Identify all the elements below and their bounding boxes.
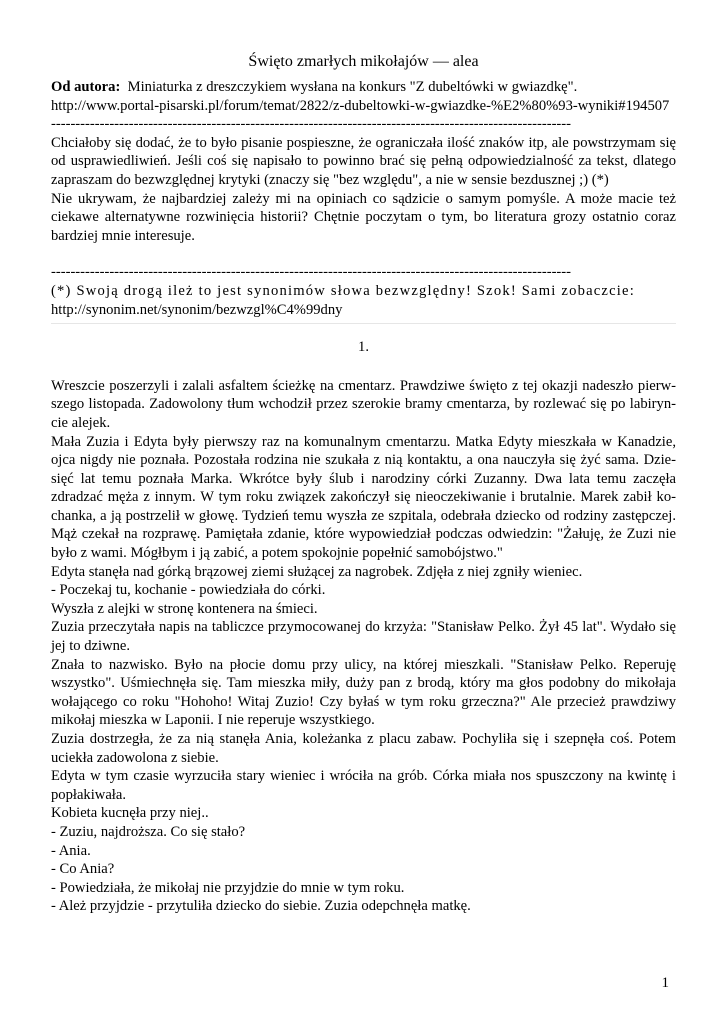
- contest-url[interactable]: http://www.portal-pisarski.pl/forum/temat/2822/z-dubeltowki-w-gwiazdke-%E2%80%93-wyniki#194507: [51, 97, 670, 114]
- author-label: Od autora:: [51, 79, 121, 95]
- dialogue-line: - Ależ przyjdzie - przytuliła dziecko do siebie. Zuzia odepchnęła matkę.: [51, 898, 471, 915]
- section-rule: [51, 323, 676, 324]
- footnote: (*) Swoją drogą ileż to jest synonimów słowa bezwzględny! Szok! Sami zobaczcie:: [51, 282, 635, 299]
- divider-bottom: -----------------------------------------------------------------------------------------------------------: [51, 264, 572, 281]
- dialogue-line: - Ania.: [51, 842, 91, 859]
- footnote-url[interactable]: http://synonim.net/synonim/bezwzgl%C4%99dny: [51, 301, 343, 318]
- story-paragraph: Znała to nazwisko. Było na płocie domu przy ulicy, na której mieszkali. "Stanisław Pelko. Reperuję wszystko". Uśmiechnęła się. Tam mieszka miły, duży pan z brodą, który ma głos podobny do mikołaja wołającego co roku "Hohoho! Witaj Zuzio! Czy byłaś w tym roku grzeczna?" Ale przecież prawdziwy mikołaj mieszka w Laponii. I nie reperuje wszystkiego.: [51, 656, 676, 729]
- story-paragraph: Mała Zuzia i Edyta były pierwszy raz na komunalnym cmentarzu. Matka Edyty mieszkała w Kanadzie, ojca nigdy nie poznała. Pozostała rodzina nie szukała z nią kontaktu, a ona nauczyła się żyć sama. Dziesięć lat temu poznała Marka. Wkrótce były ślub i narodziny córki Zuzanny. Dwa lata temu zaczęła zdradzać męża z innym. W tym roku związek zakończył się nieoczekiwanie i brutalnie. Marek zabił kochanka, a ją postrzelił w głowę. Tydzień temu wyszła ze szpitala, odebrała dziecko od rodziny zastępczej. Mąż czekał na rozprawę. Pamiętała zdanie, które wypowiedział podczas odwiedzin: "Żałuję, że Zuzi nie było z wami. Mógłbym i ją zabić, a potem spokojnie popełnić samobójstwo.": [51, 433, 676, 562]
- document-page: [51, 52, 676, 916]
- author-note: Miniaturka z dreszczykiem wysłana na konkurs "Z dubeltówki w gwiazdkę".: [127, 79, 578, 95]
- author-note-line: [51, 78, 676, 97]
- page-number: 1: [661, 975, 669, 991]
- intro-paragraph-1: Chciałoby się dodać, że to było pisanie pospieszne, że ograniczała ilość znaków itp, ale powstrzymam się od usprawiedliwień. Jeśli coś się napisało to powinno brać się pełną odpowiedzialność za tekst, dlatego zapraszam do bezwzględnej krytyki (znaczy się "bez względu", a nie w sensie bezdusznej ;) (*): [51, 134, 676, 188]
- story-paragraph: Edyta w tym czasie wyrzuciła stary wieniec i wróciła na grób. Córka miała nos spuszczony na kwintę i popłakiwała.: [51, 768, 676, 803]
- story-paragraph: Wyszła z alejki w stronę kontenera na śmieci.: [51, 600, 318, 617]
- dialogue-line: - Poczekaj tu, kochanie - powiedziała do córki.: [51, 582, 326, 599]
- story-paragraph: Zuzia dostrzegła, że za nią stanęła Ania, koleżanka z placu zabaw. Pochyliła się i szepnęła coś. Potem uciekła zadowolona z siebie.: [51, 731, 676, 766]
- dialogue-line: - Powiedziała, że mikołaj nie przyjdzie do mnie w tym roku.: [51, 879, 405, 896]
- story-paragraph: Zuzia przeczytała napis na tabliczce przymocowanej do krzyża: "Stanisław Pelko. Żył 45 lat". Wydało się jej to dziwne.: [51, 619, 676, 655]
- story-paragraph: Edyta stanęła nad górką brązowej ziemi służącej za nagrobek. Zdjęła z niej zgniły wieniec.: [51, 563, 583, 580]
- dialogue-line: - Co Ania?: [51, 861, 115, 878]
- intro-paragraph-2: Nie ukrywam, że najbardziej zależy mi na opiniach co sądzicie o samym pomyśle. A może macie też ciekawe alternatywne rozwinięcia historii? Chętnie poczytam o tym, bo literatura grozy ostatnio coraz bardziej mnie interesuje.: [51, 190, 676, 244]
- dialogue-line: - Zuziu, najdroższa. Co się stało?: [51, 823, 246, 840]
- story-paragraph: Wreszcie poszerzyli i zalali asfaltem ścieżkę na cmentarz. Prawdziwe święto z tej okazji nadeszło pierwszego listopada. Zadowolony tłum wchodził przez szerokie bramy cmentarza, by rozlewać się po labiryncie alejek.: [51, 377, 676, 431]
- document-title: Święto zmarłych mikołajów — alea: [248, 53, 479, 70]
- divider-top: -----------------------------------------------------------------------------------------------------------: [51, 116, 572, 133]
- story-paragraph: Kobieta kucnęła przy niej..: [51, 805, 209, 822]
- chapter-number: 1.: [358, 339, 369, 356]
